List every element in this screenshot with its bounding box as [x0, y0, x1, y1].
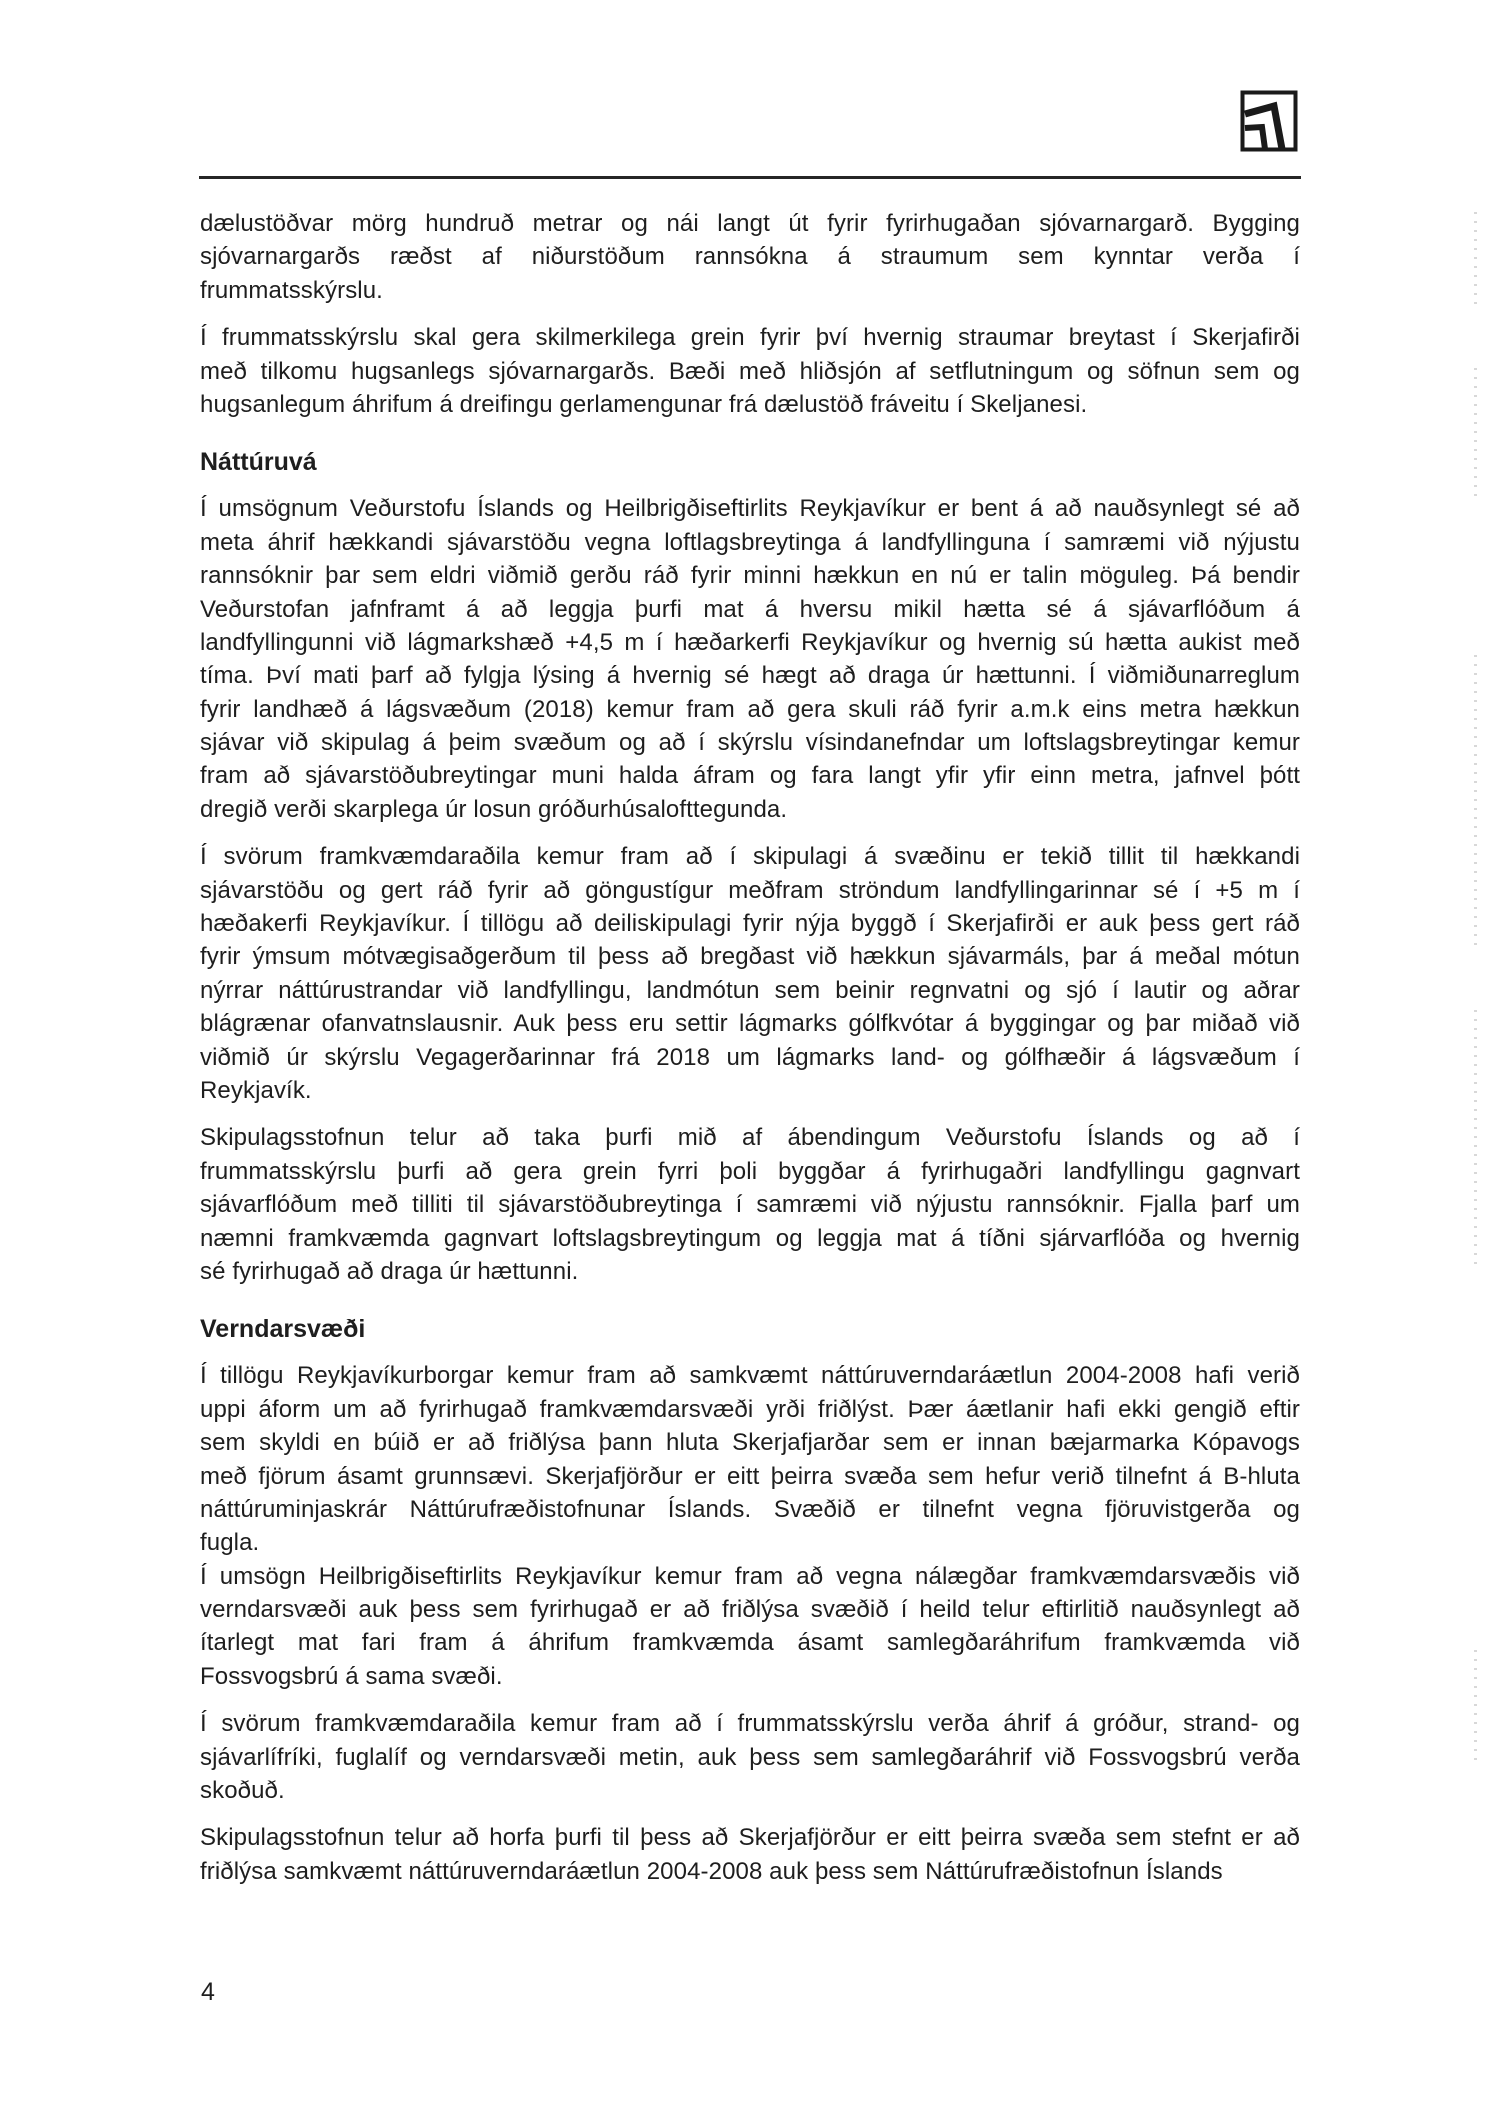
- text-line: Skipulagsstofnun telur að horfa þurfi til þess að Skerjafjörður er eitt þeirra svæða sem stefnt er að: [200, 1824, 1300, 1852]
- text-line: Í svörum framkvæmdaraðila kemur fram að í skipulagi á svæðinu er tekið tillit til hækkandi: [200, 843, 1300, 871]
- paragraph: [200, 1560, 1300, 1694]
- text-line: tíma. Því mati þarf að fylgja lýsing á hvernig sé hægt að draga úr hættunni. Í viðmiðunarreglum: [200, 662, 1300, 690]
- text-line: blágrænar ofanvatnslausnir. Auk þess eru settir lágmarks gólfkvótar á byggingar og þar miðað við: [200, 1010, 1300, 1038]
- text-line: með fjörum ásamt grunnsævi. Skerjafjörður er eitt þeirra svæða sem hefur verið tilnefnt á B-hluta: [200, 1462, 1300, 1490]
- text-line: nýrrar náttúrustrandar við landfyllingu, landmótun sem beinir regnvatni og sjó í lautir og aðrar: [200, 976, 1300, 1004]
- paragraph: [200, 321, 1300, 421]
- text-line: landfyllingunni við lágmarkshæð +4,5 m í hæðarkerfi Reykjavíkur og hvernig sú hætta aukist með: [200, 628, 1300, 656]
- paragraph: [200, 207, 1300, 307]
- text-line: ítarlegt mat fari fram á áhrifum framkvæmda ásamt samlegðaráhrifum framkvæmda við: [200, 1629, 1300, 1657]
- text-line: sem skyldi en búið er að friðlýsa þann hluta Skerjafjarðar sem er innan bæjarmarka Kópavogs: [200, 1429, 1300, 1457]
- text-line: friðlýsa samkvæmt náttúruverndaráætlun 2004-2008 auk þess sem Náttúrufræðistofnun Íslands: [200, 1857, 1223, 1885]
- text-line: hugsanlegum áhrifum á dreifingu gerlamengunar frá dælustöð fráveitu í Skeljanesi.: [200, 390, 1088, 418]
- text-line: náttúruminjaskrár Náttúrufræðistofnunar Íslands. Svæðið er tilnefnt vegna fjöruvistgerða og: [200, 1495, 1300, 1523]
- header-rule: [199, 176, 1301, 179]
- text-line: dregið verði skarplega úr losun gróðurhúsalofttegunda.: [200, 795, 788, 823]
- scan-artifact: [1474, 1010, 1477, 1270]
- text-line: sé fyrirhugað að draga úr hættunni.: [200, 1257, 579, 1285]
- scan-artifact: [1474, 212, 1477, 307]
- text-line: verndarsvæði auk þess sem fyrirhugað er að friðlýsa svæðið í heild telur eftirlitið nauðsynlegt að: [200, 1596, 1300, 1624]
- text-line: fyrir ýmsum mótvægisaðgerðum til þess að bregðast við hækkun sjávarmáls, þar á meðal mótun: [200, 943, 1300, 971]
- document-body: [200, 207, 1300, 1902]
- text-line: Í tillögu Reykjavíkurborgar kemur fram að samkvæmt náttúruverndaráætlun 2004-2008 hafi verið: [200, 1362, 1300, 1390]
- text-line: dælustöðvar mörg hundruð metrar og nái langt út fyrir fyrirhugaðan sjóvarnargarð. Bygging: [200, 210, 1300, 237]
- text-line: Í frummatsskýrslu skal gera skilmerkilega grein fyrir því hvernig straumar breytast í Skerjafirði: [200, 324, 1300, 352]
- text-line: sjávarlífríki, fuglalíf og verndarsvæði metin, auk þess sem samlegðaráhrif við Fossvogsbrú verða: [200, 1743, 1300, 1771]
- text-line: rannsóknir þar sem eldri viðmið gerðu ráð fyrir minni hækkun en nú er talin möguleg. Þá bendir: [200, 562, 1300, 590]
- text-line: sjávarstöðu og gert ráð fyrir að göngustígur meðfram ströndum landfyllingarinnar sé í +5 m í: [200, 876, 1300, 904]
- scan-artifact: [1474, 655, 1477, 950]
- text-line: næmni framkvæmda gagnvart loftslagsbreytingum og leggja mat á tíðni sjárvarflóða og hvernig: [200, 1224, 1300, 1252]
- skipulagsstofnun-logo-icon: [1240, 90, 1298, 152]
- text-line: Skipulagsstofnun telur að taka þurfi mið af ábendingum Veðurstofu Íslands og að í: [200, 1124, 1300, 1152]
- text-line: sjóvarnargarðs ræðst af niðurstöðum rannsókna á straumum sem kynntar verða í: [200, 243, 1300, 271]
- paragraph: [200, 1821, 1300, 1888]
- text-line: skoðuð.: [200, 1777, 285, 1805]
- text-line: uppi áform um að fyrirhugað framkvæmdarsvæði yrði friðlýst. Þær áætlanir hafi ekki gengið eftir: [200, 1395, 1300, 1423]
- text-line: sjávar við skipulag á þeim svæðum og að í skýrslu vísindanefndar um loftslagsbreytingar kemur: [200, 729, 1300, 757]
- text-line: fugla.: [200, 1529, 260, 1557]
- text-line: Fossvogsbrú á sama svæði.: [200, 1662, 503, 1690]
- text-line: Í umsögn Heilbrigðiseftirlits Reykjavíkur kemur fram að vegna nálægðar framkvæmdarsvæðis við: [200, 1562, 1300, 1590]
- scan-artifact: [1474, 1650, 1477, 1765]
- section-heading: Verndarsvæði: [200, 1315, 366, 1344]
- text-line: frummatsskýrslu þurfi að gera grein fyrri þoli byggðar á fyrirhugaðri landfyllingu gagnvart: [200, 1157, 1300, 1185]
- scan-artifact: [1474, 368, 1477, 503]
- paragraph: [200, 1121, 1300, 1288]
- text-line: sjávarflóðum með tilliti til sjávarstöðubreytinga í samræmi við nýjustu rannsóknir. Fjalla þarf um: [200, 1191, 1300, 1219]
- text-line: Reykjavík.: [200, 1076, 312, 1104]
- paragraph: [200, 840, 1300, 1107]
- paragraph: [200, 1707, 1300, 1807]
- text-line: Í svörum framkvæmdaraðila kemur fram að í frummatsskýrslu verða áhrif á gróður, strand- og: [200, 1710, 1300, 1738]
- section-heading: Náttúruvá: [200, 448, 317, 477]
- text-line: hæðakerfi Reykjavíkur. Í tillögu að deiliskipulagi fyrir nýja byggð í Skerjafirði er auk þess gert ráð: [200, 910, 1300, 938]
- paragraph: [200, 492, 1300, 826]
- paragraph: [200, 1359, 1300, 1559]
- text-line: fram að sjávarstöðubreytingar muni halda áfram og fara langt yfir yfir einn metra, jafnvel þótt: [200, 762, 1300, 790]
- text-line: með tilkomu hugsanlegs sjóvarnargarðs. Bæði með hliðsjón af setflutningum og söfnun sem og: [200, 357, 1300, 385]
- page-number: 4: [201, 1978, 215, 2006]
- text-line: meta áhrif hækkandi sjávarstöðu vegna loftlagsbreytinga á landfyllinguna í samræmi við nýjustu: [200, 528, 1300, 556]
- text-line: Í umsögnum Veðurstofu Íslands og Heilbrigðiseftirlits Reykjavíkur er bent á að nauðsynlegt sé að: [200, 495, 1300, 523]
- text-line: Veðurstofan jafnframt á að leggja þurfi mat á hversu mikil hætta sé á sjávarflóðum á: [200, 595, 1300, 623]
- text-line: viðmið úr skýrslu Vegagerðarinnar frá 2018 um lágmarks land- og gólfhæðir á lágsvæðum í: [200, 1043, 1300, 1071]
- text-line: frummatsskýrslu.: [200, 276, 383, 304]
- text-line: fyrir landhæð á lágsvæðum (2018) kemur fram að gera skuli ráð fyrir a.m.k eins metra hækkun: [200, 695, 1300, 723]
